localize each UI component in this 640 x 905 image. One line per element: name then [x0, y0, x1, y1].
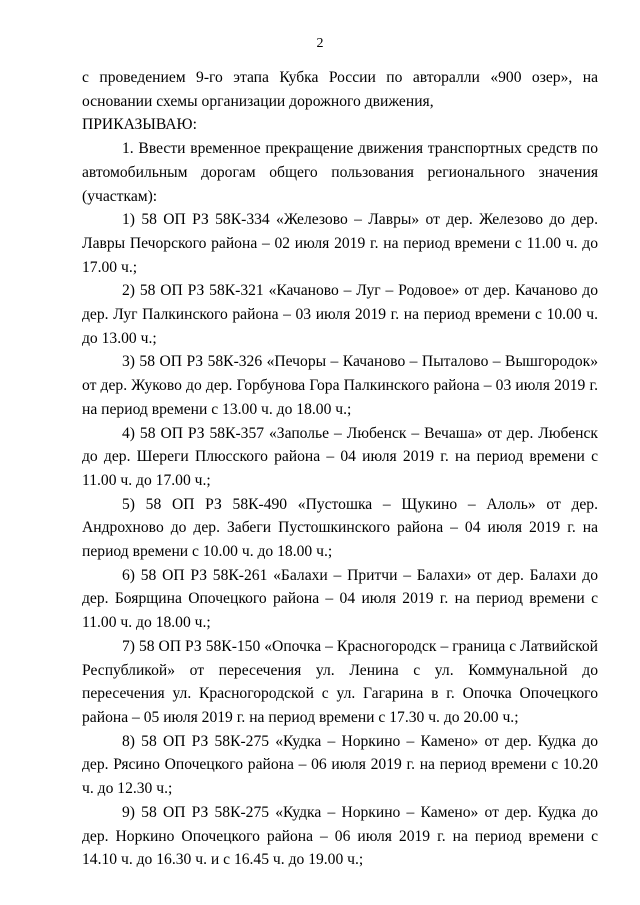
list-item-6: 6) 58 ОП РЗ 58К-261 «Балахи – Притчи – Балахи» от дер. Балахи до дер. Боярщина Опочецкого района – 04 июля 2019 г. на период времени с 11.00 ч. до 18.00 ч.; [82, 566, 598, 632]
document-body [82, 66, 598, 872]
list-item-5: 5) 58 ОП РЗ 58К-490 «Пустошка – Щукино – Алоль» от дер. Андрохново до дер. Забеги Пустошкинского района – 04 июля 2019 г. на период времени с 10.00 ч. до 18.00 ч.; [82, 495, 598, 561]
list-item-8: 8) 58 ОП РЗ 58К-275 «Кудка – Норкино – Камено» от дер. Кудка до дер. Рясино Опочецкого района – 06 июля 2019 г. на период времени с 10.20 ч. до 12.30 ч.; [82, 732, 598, 798]
intro-paragraph: с проведением 9-го этапа Кубка России по авторалли «900 озер», на основании схемы организации дорожного движения, [82, 69, 598, 110]
clause-1: 1. Ввести временное прекращение движения транспортных средств по автомобильным дорогам общего пользования регионального значения (участкам): [82, 140, 598, 205]
order-word: ПРИКАЗЫВАЮ: [82, 116, 197, 134]
list-item-3: 3) 58 ОП РЗ 58К-326 «Печоры – Качаново – Пыталово – Вышгородок» от дер. Жуково до дер. Горбунова Гора Палкинского района – 03 июля 2019 г. на период времени с 13.00 ч. до 18.00 ч.; [82, 353, 598, 418]
list-item-1: 1) 58 ОП РЗ 58К-334 «Железово – Лавры» от дер. Железово до дер. Лавры Печорского района – 02 июля 2019 г. на период времени с 11.00 ч. до 17.00 ч.; [82, 211, 598, 276]
list-item-7: 7) 58 ОП РЗ 58К-150 «Опочка – Красногородск – граница с Латвийской Республикой» от пересечения ул. Ленина с ул. Коммунальной до пересечения ул. Красногородской с ул. Гагарина в г. Опочка Опочецкого района – 05 июля 2019 г. на период времени с 17.30 ч. до 20.00 ч.; [82, 637, 598, 726]
list-item-4: 4) 58 ОП РЗ 58К-357 «Запольe – Любенск – Вечаша» от дер. Любенск до дер. Шереги Плюсского района – 04 июля 2019 г. на период времени с 11.00 ч. до 17.00 ч.; [82, 424, 598, 489]
list-item-2: 2) 58 ОП РЗ 58К-321 «Качаново – Луг – Родовое» от дер. Качаново до дер. Луг Палкинского района – 03 июля 2019 г. на период времени с 10.00 ч. до 13.00 ч.; [82, 282, 598, 347]
page-number: 2 [316, 36, 324, 51]
list-item-9: 9) 58 ОП РЗ 58К-275 «Кудка – Норкино – Камено» от дер. Кудка до дер. Норкино Опочецкого района – 06 июля 2019 г. на период времени с 14.10 ч. до 16.30 ч. и с 16.45 ч. до 19.00 ч.; [82, 803, 598, 869]
